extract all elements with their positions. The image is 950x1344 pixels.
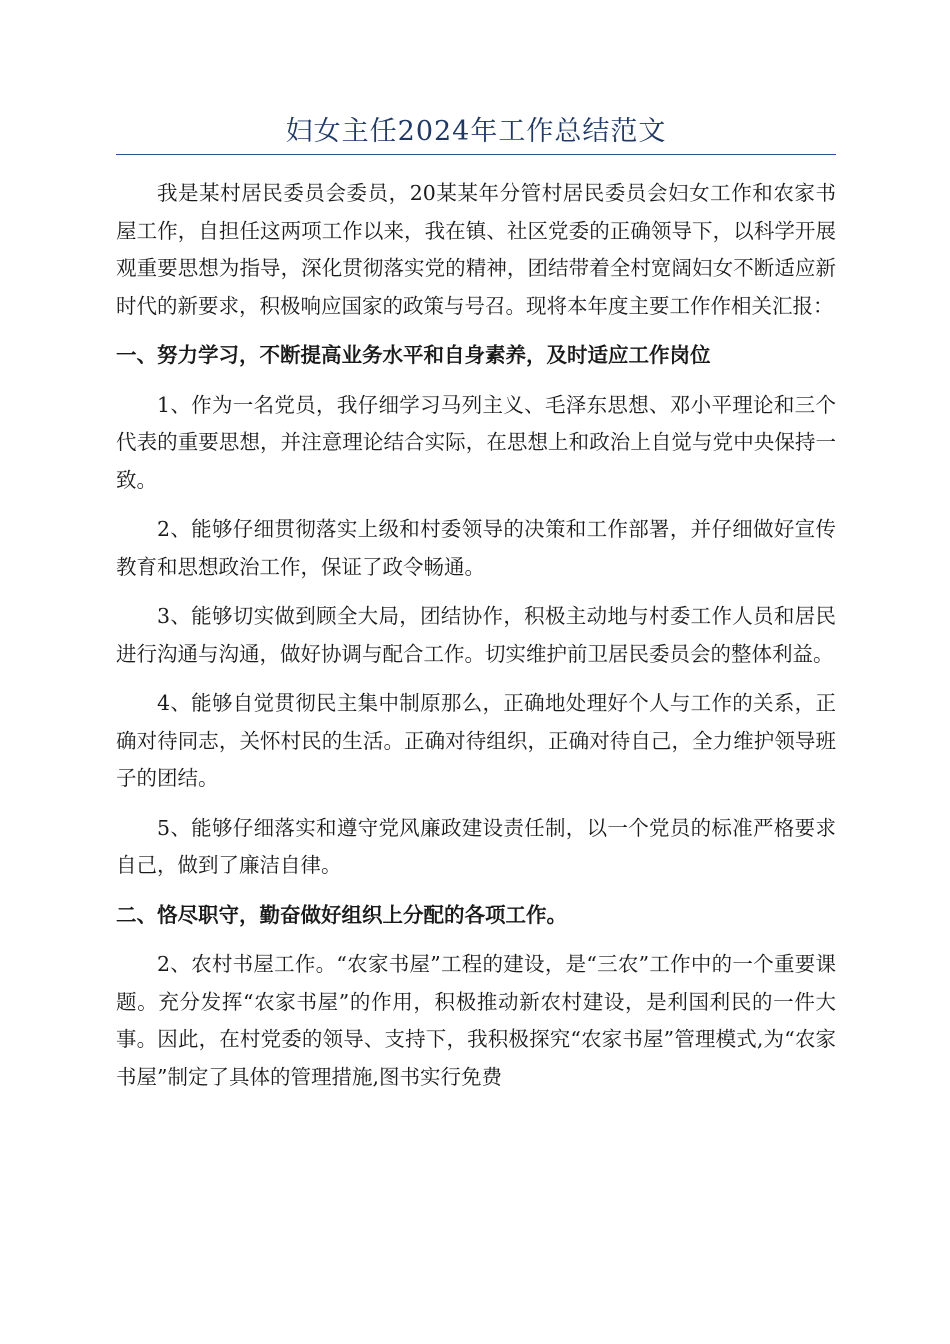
section1-item-3: 3、能够切实做到顾全大局，团结协作，积极主动地与村委工作人员和居民进行沟通与沟通，做好协调与配合工作。切实维护前卫居民委员会的整体利益。 bbox=[116, 604, 836, 666]
document-page bbox=[116, 112, 836, 1108]
section2-item-1: 2、农村书屋工作。“农家书屋”工程的建设，是“三农”工作中的一个重要课题。充分发挥“农家书屋”的作用，积极推动新农村建设，是利国利民的一件大事。因此，在村党委的领导、支持下，我积极探究“农家书屋”管理模式,为“农家书屋”制定了具体的管理措施,图书实行免费 bbox=[116, 952, 836, 1089]
section1-item-4: 4、能够自觉贯彻民主集中制原那么，正确地处理好个人与工作的关系，正确对待同志，关怀村民的生活。正确对待组织，正确对待自己，全力维护领导班子的团结。 bbox=[116, 691, 836, 790]
document-title: 妇女主任2024年工作总结范文 bbox=[116, 112, 836, 155]
section-heading-2: 二、恪尽职守，勤奋做好组织上分配的各项工作。 bbox=[116, 902, 567, 927]
intro-paragraph: 我是某村居民委员会委员，20某某年分管村居民委员会妇女工作和农家书屋工作，自担任这两项工作以来，我在镇、社区党委的正确领导下，以科学开展观重要思想为指导，深化贯彻落实党的精神，团结带着全村宽阔妇女不断适应新时代的新要求，积极响应国家的政策与号召。现将本年度主要工作作相关汇报： bbox=[116, 181, 836, 318]
document-body bbox=[116, 175, 836, 1096]
section1-item-2: 2、能够仔细贯彻落实上级和村委领导的决策和工作部署，并仔细做好宣传教育和思想政治工作，保证了政令畅通。 bbox=[116, 517, 836, 579]
section1-item-5: 5、能够仔细落实和遵守党风廉政建设责任制，以一个党员的标准严格要求自己，做到了廉洁自律。 bbox=[116, 815, 836, 877]
section1-item-1: 1、作为一名党员，我仔细学习马列主义、毛泽东思想、邓小平理论和三个代表的重要思想，并注意理论结合实际，在思想上和政治上自觉与党中央保持一致。 bbox=[116, 392, 836, 492]
section-heading-1: 一、努力学习，不断提高业务水平和自身素养，及时适应工作岗位 bbox=[116, 343, 711, 367]
